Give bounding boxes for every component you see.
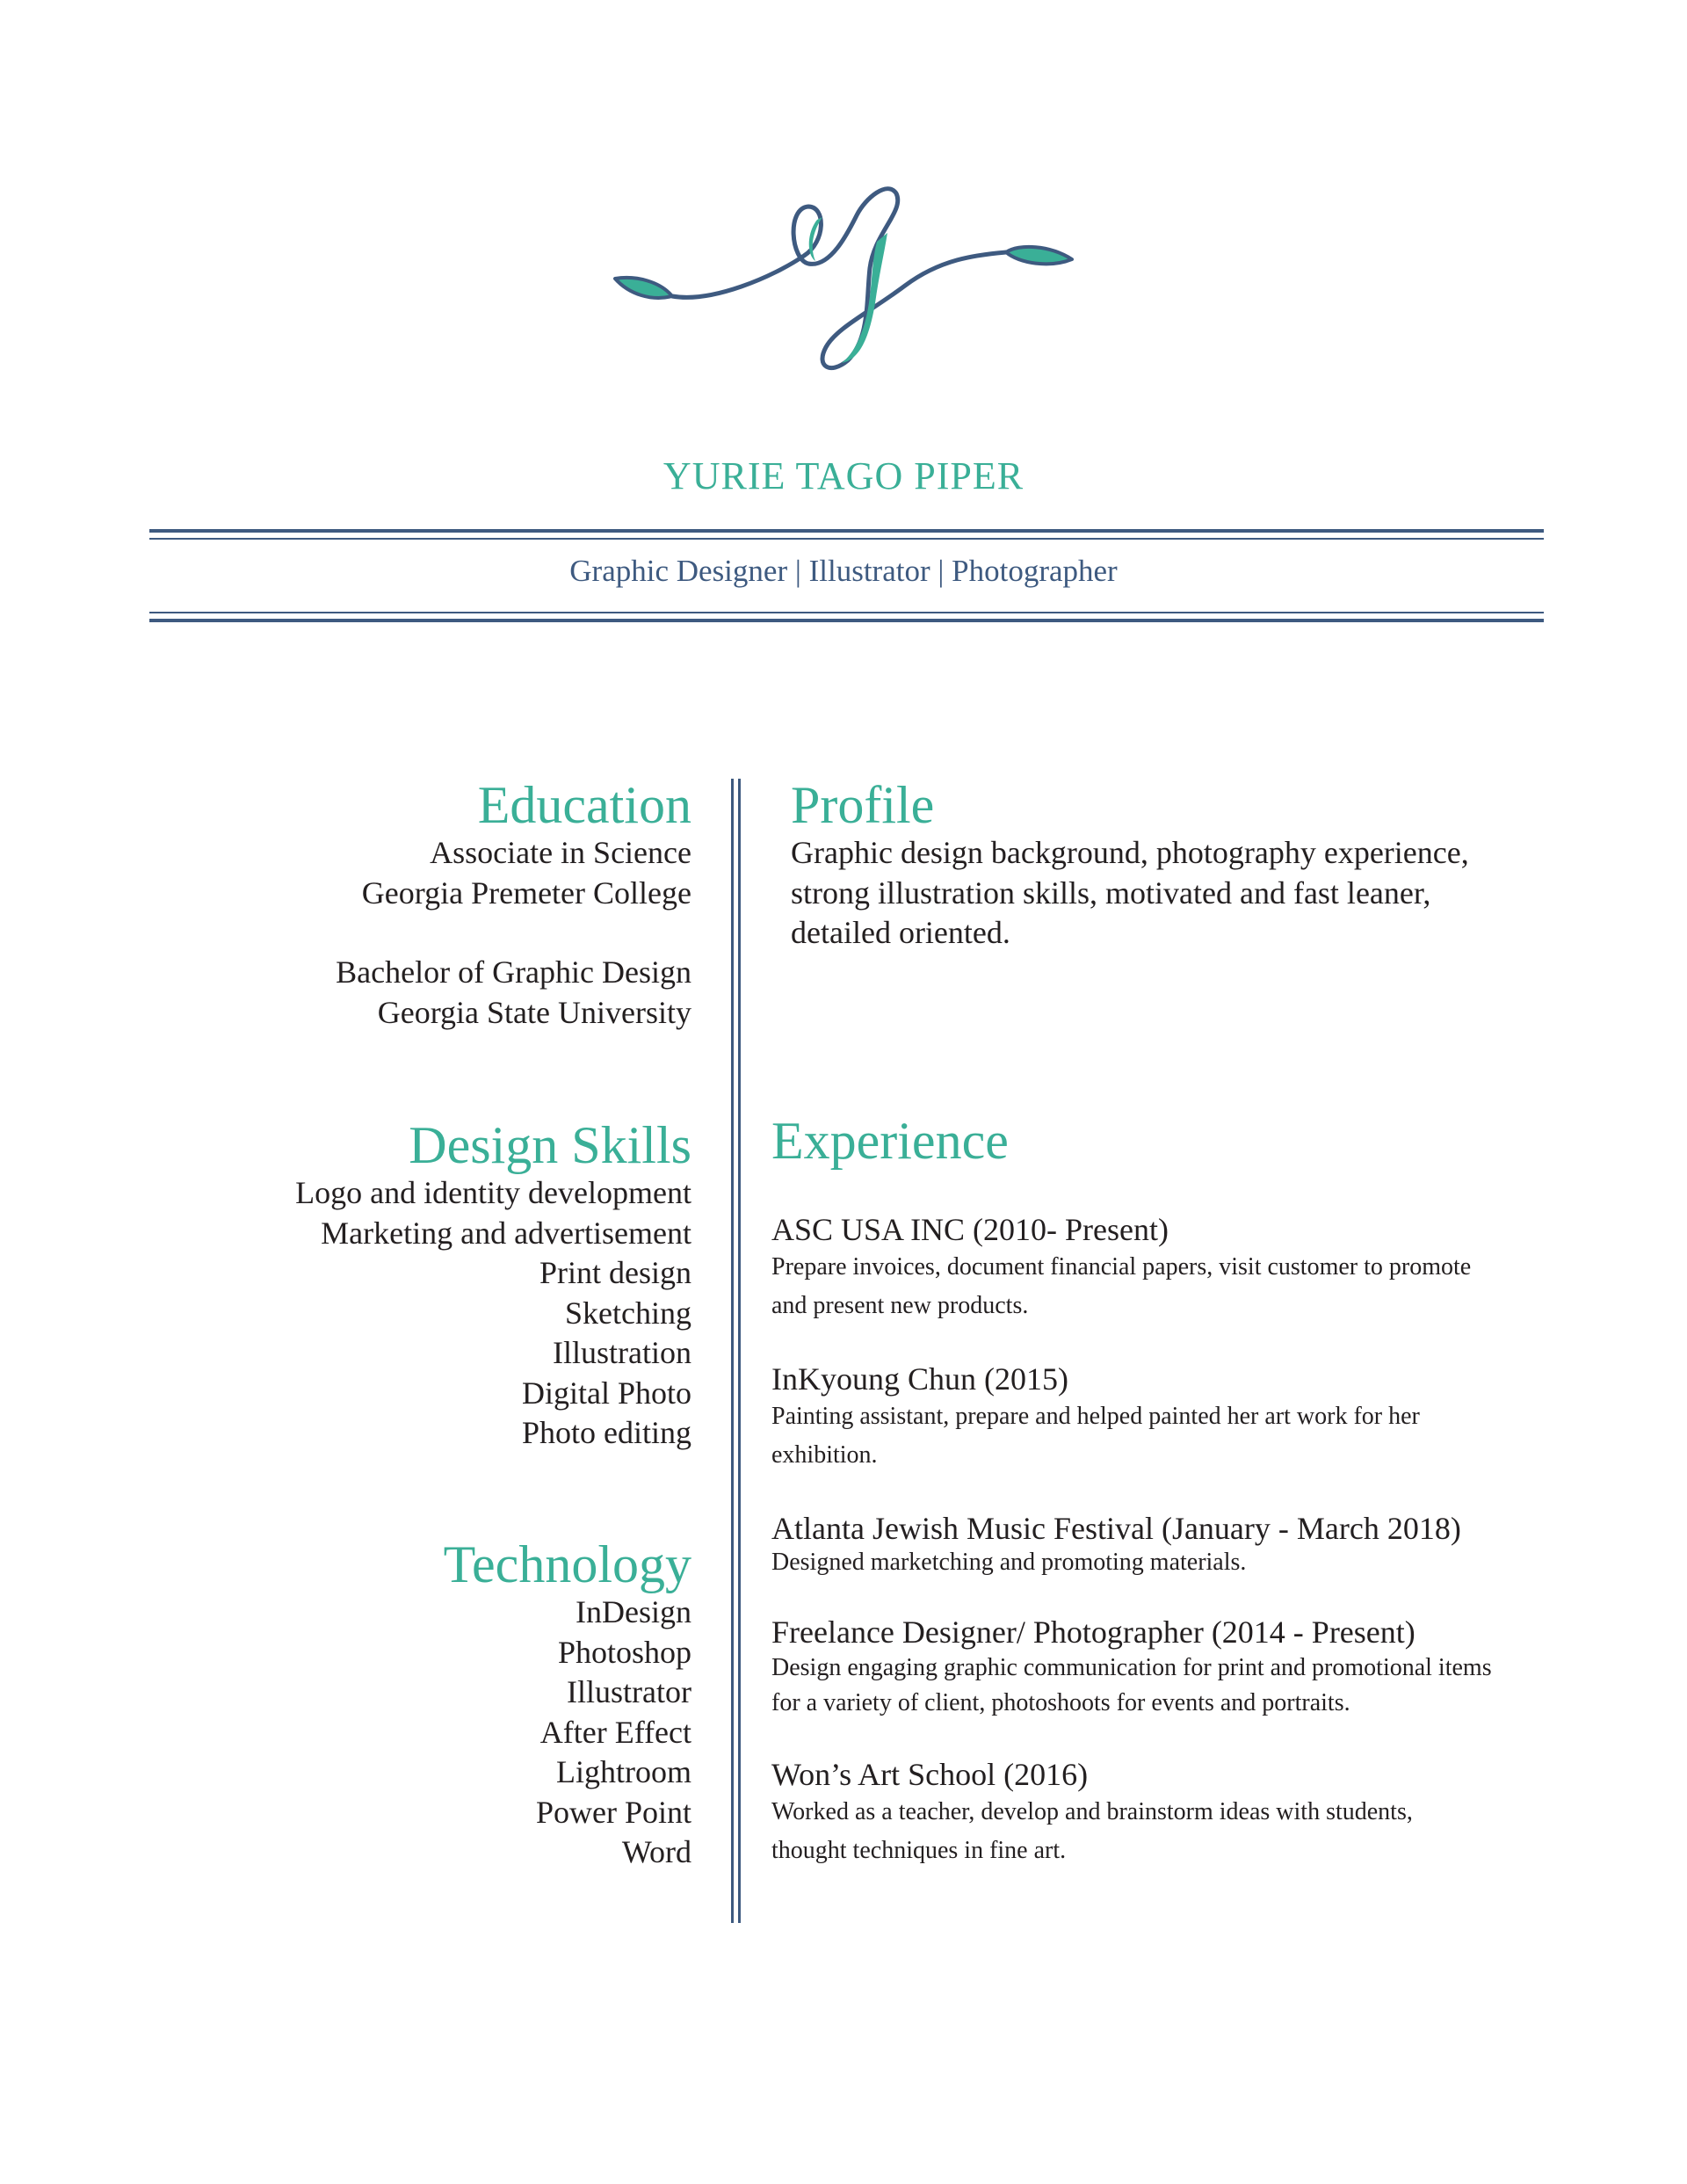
yt-monogram-icon [606,171,1081,382]
education-line: Bachelor of Graphic Design [336,954,691,990]
education-line: Georgia State University [377,994,691,1030]
column-divider-left [731,779,734,1923]
technology-item: Photoshop [557,1634,691,1670]
header-rule-bottom [149,619,1544,622]
skill-item: Logo and identity development [295,1175,691,1210]
technology-item: Illustrator [567,1674,691,1709]
header-rule-bottom-thin [149,612,1544,613]
job-entry [771,1211,1492,1325]
job-title: InKyoung Chun (2015) [771,1361,1068,1397]
skill-item: Marketing and advertisement [321,1215,691,1251]
technology-item: InDesign [576,1594,691,1629]
skill-item: Print design [539,1255,691,1290]
job-description: Prepare invoices, document financial papers, visit customer to promote and present new products. [771,1253,1472,1319]
header-rule-top-thin [149,538,1544,540]
technology-heading: Technology [443,1535,691,1593]
skill-item: Photo editing [521,1415,691,1450]
job-title: Won’s Art School (2016) [771,1757,1089,1792]
header-rule-top [149,529,1544,533]
skills-section [295,1116,691,1454]
education-line: Georgia Premeter College [361,874,691,911]
skill-item: Digital Photo [521,1375,691,1411]
skills-heading: Design Skills [409,1116,691,1174]
profile-text: Graphic design background, photography experience, strong illustration skills, motivated and fast leaner, detailed oriented. [791,835,1469,950]
profile-section [791,776,1494,954]
experience-heading: Experience [771,1112,1009,1170]
experience-section [771,1114,1492,1870]
job-title: Freelance Designer/ Photographer (2014 - Present) [771,1614,1415,1650]
job-entry [771,1360,1492,1475]
technology-item: Power Point [535,1794,691,1830]
education-line: Associate in Science [430,835,691,870]
technology-section [443,1535,691,1873]
applicant-name: YURIE TAGO PIPER [662,454,1025,497]
job-description: Painting assistant, prepare and helped painted her art work for her exhibition. [771,1403,1420,1469]
skill-item: Sketching [565,1295,691,1331]
column-divider-right [738,779,741,1923]
technology-item: Word [621,1834,691,1869]
education-section [336,776,691,1033]
job-description: Design engaging graphic communication for print and promotional items for a variety of client, photoshoots for events and portraits. [771,1654,1492,1716]
job-entry [771,1510,1492,1578]
tagline: Graphic Designer | Illustrator | Photographer [569,554,1118,588]
job-title: ASC USA INC (2010- Present) [771,1212,1169,1247]
job-title: Atlanta Jewish Music Festival (January - March 2018) [771,1511,1461,1546]
job-description: Worked as a teacher, develop and brainstorm ideas with students, thought techniques in fine art. [771,1798,1413,1864]
technology-item: Lightroom [556,1754,691,1789]
skill-item: Illustration [553,1335,691,1370]
job-entry [771,1756,1492,1870]
technology-item: After Effect [539,1714,691,1750]
education-heading: Education [477,776,691,834]
job-entry [771,1614,1492,1721]
profile-heading: Profile [791,776,935,834]
job-description: Designed marketching and promoting materials. [771,1549,1247,1576]
